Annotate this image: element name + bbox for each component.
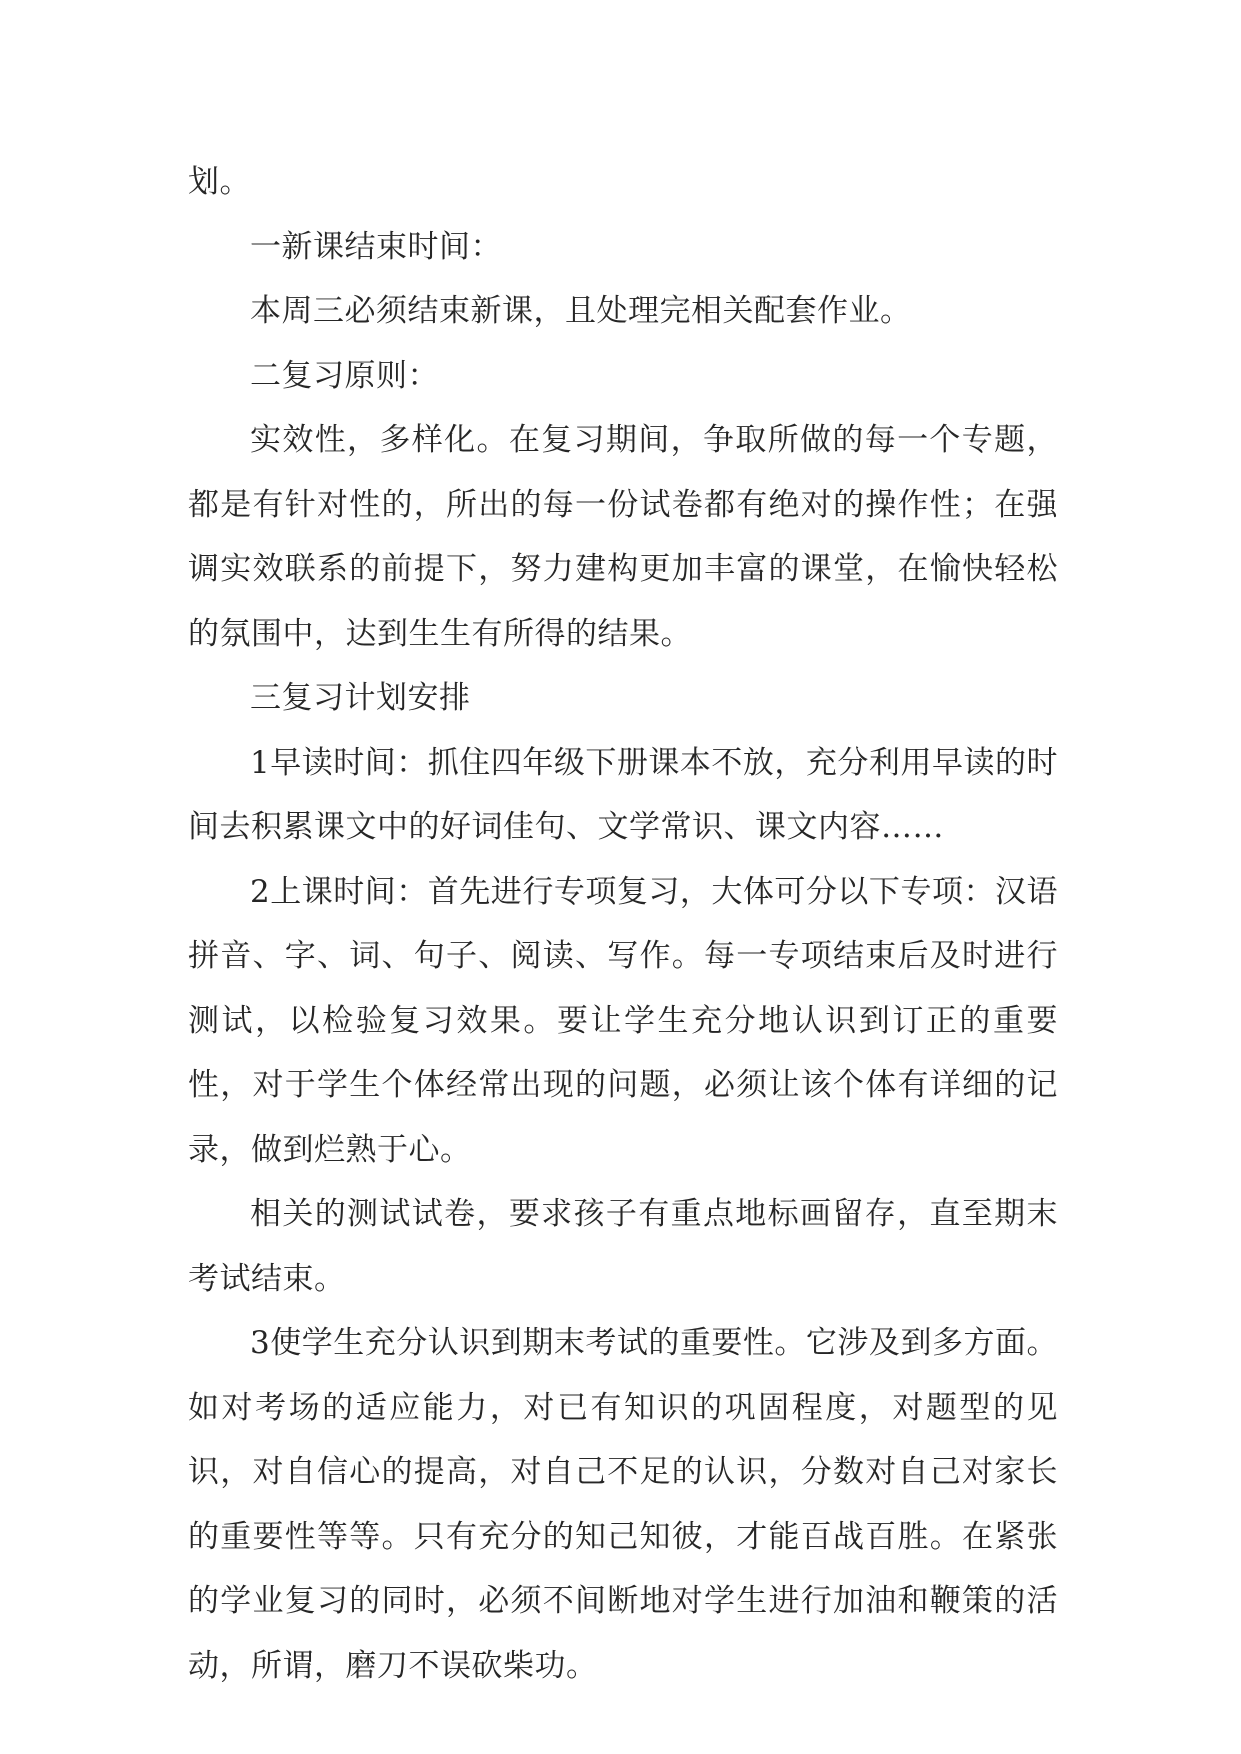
document-body xyxy=(188,150,1058,1698)
paragraph-class-time: 2上课时间：首先进行专项复习，大体可分以下专项：汉语拼音、字、词、句子、阅读、写作。每一专项结束后及时进行测试，以检验复习效果。要让学生充分地认识到订正的重要性，对于学生个体经常出现的问题，必须让该个体有详细的记录，做到烂熟于心。 xyxy=(188,873,1058,1168)
paragraph-exam-importance: 3使学生充分认识到期末考试的重要性。它涉及到多方面。如对考场的适应能力，对已有知识的巩固程度，对题型的见识，对自信心的提高，对自己不足的认识，分数对自己对家长的重要性等等。只有充分的知己知彼，才能百战百胜。在紧张的学业复习的同时，必须不间断地对学生进行加油和鞭策的活动，所谓，磨刀不误砍柴功。 xyxy=(188,1325,1058,1684)
paragraph-new-lesson-end: 本周三必须结束新课，且处理完相关配套作业。 xyxy=(250,293,912,329)
paragraph-test-papers: 相关的测试试卷，要求孩子有重点地标画留存，直至期末考试结束。 xyxy=(188,1196,1058,1297)
paragraph-morning-reading: 1早读时间：抓住四年级下册课本不放，充分利用早读的时间去积累课文中的好词佳句、文学常识、课文内容…… xyxy=(188,744,1058,845)
heading-review-plan: 三复习计划安排 xyxy=(250,680,471,716)
heading-new-lesson-end-time: 一新课结束时间： xyxy=(250,228,502,265)
paragraph-review-principles: 实效性，多样化。在复习期间，争取所做的每一个专题，都是有针对性的，所出的每一份试卷都有绝对的操作性；在强调实效联系的前提下，努力建构更加丰富的课堂，在愉快轻松的氛围中，达到生生有所得的结果。 xyxy=(188,422,1058,652)
paragraph-continuation: 划。 xyxy=(188,164,251,200)
heading-review-principles: 二复习原则： xyxy=(250,357,439,394)
